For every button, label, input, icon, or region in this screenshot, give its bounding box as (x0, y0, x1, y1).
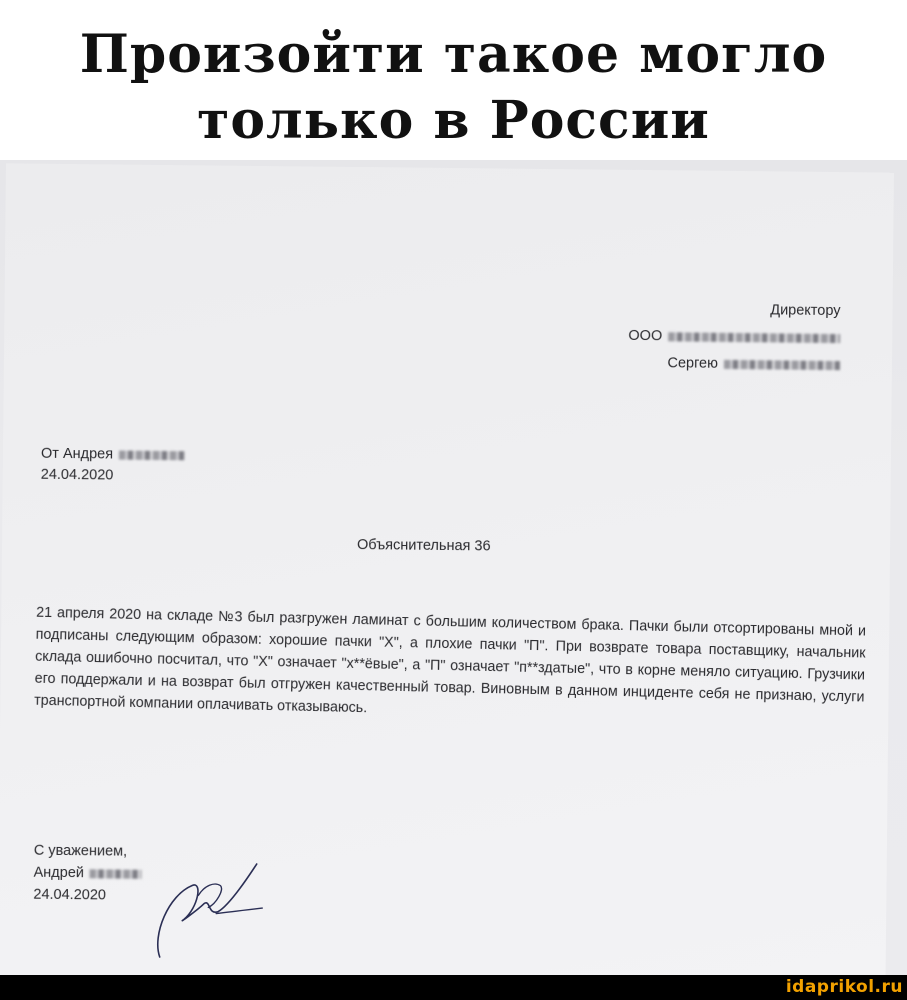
addressee-name: Сергею (667, 355, 719, 372)
closing-date: 24.04.2020 (33, 886, 107, 904)
site-watermark: idaprikol.ru (785, 977, 903, 997)
footer-bar (0, 975, 907, 1000)
closing-regards: С уважением, (33, 842, 128, 860)
handwritten-signature (138, 855, 299, 967)
sender-block (41, 444, 186, 488)
document-photo (0, 160, 907, 975)
document-title: Объяснительная 36 (356, 537, 491, 555)
redacted-closing-surname (90, 869, 142, 879)
redacted-company-name (668, 332, 840, 343)
addressee-title: Директору (770, 302, 841, 320)
headline-line-1: Произойти такое могло (79, 24, 828, 85)
redacted-sender-surname (119, 450, 185, 460)
body-paragraph: 21 апреля 2020 на складе №3 был разгружен ламинат с большим количеством брака. Пачки были отсортированы мной и подписаны следующим образом: хорошие пачки "Х", а плохие пачки "П". При возврате товара поставщику, начальник склада ошибочно посчитал, что "Х" означает "х**ёвые", а "П" означает "п**здатые", что в корне меняло ситуацию. Грузчики его поддержали и на возврат был отгружен качественный товар. Виновным в данном инциденте себя не признаю, услуги транспортной компании оплачивать отказываюсь. (34, 604, 867, 717)
closing-name: Андрей (33, 864, 85, 882)
sender-date: 24.04.2020 (40, 466, 114, 484)
addressee-company: ООО (628, 327, 663, 345)
headline (0, 22, 907, 154)
paper-sheet (0, 163, 894, 975)
headline-line-2: только в России (197, 90, 710, 151)
closing-block (33, 840, 142, 907)
redacted-surname (724, 360, 840, 370)
addressee-block (628, 296, 841, 379)
sender-name: От Андрея (40, 445, 114, 463)
